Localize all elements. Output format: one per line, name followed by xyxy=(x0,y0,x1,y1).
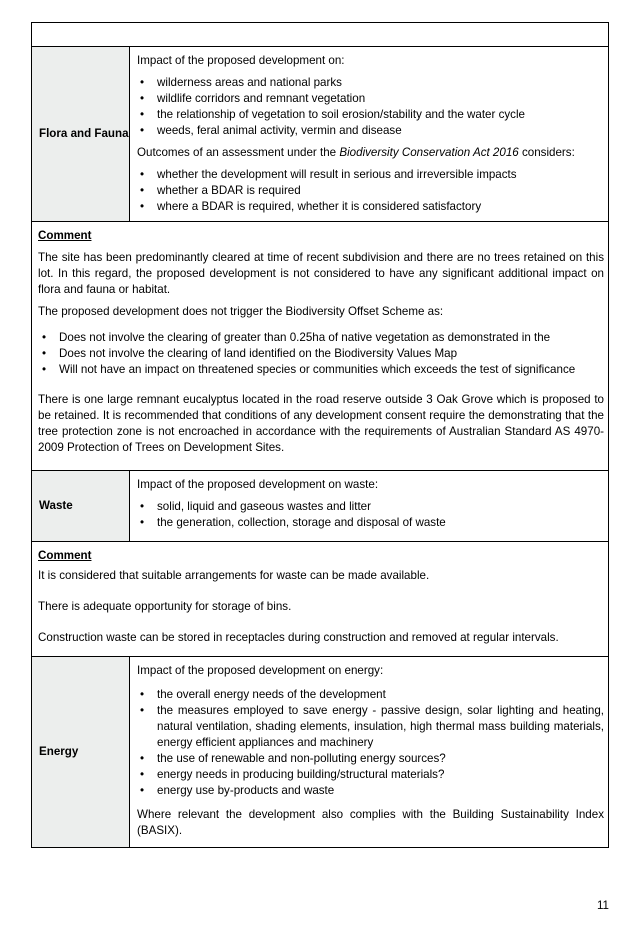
list-item: • the measures employed to save energy - passive design, solar lighting and heating, natural ventilation, shading elements, insulation, high thermal mass building materials, energy efficient appliances and machinery xyxy=(157,703,604,751)
waste-label: Waste xyxy=(32,471,130,541)
energy-row xyxy=(32,657,608,847)
list-item: • wilderness areas and national parks xyxy=(157,75,604,91)
comment-paragraph: Construction waste can be stored in receptacles during construction and removed at regular intervals. xyxy=(38,631,559,644)
energy-intro: Impact of the proposed development on energy: xyxy=(137,664,384,677)
waste-comment xyxy=(32,542,563,656)
assessment-table xyxy=(31,22,609,848)
list-item: • energy needs in producing building/structural materials? xyxy=(157,767,604,783)
comment-paragraph: There is one large remnant eucalyptus located in the road reserve outside 3 Oak Grove which is proposed to be retained. It is recommended that conditions of any development consent require the demonstrating that the tree protection zone is not encroached in accordance with the requirements of Australian Standard AS 4970-2009 Protection of Trees on Development Sites. xyxy=(38,393,604,454)
energy-criteria xyxy=(130,657,608,847)
flora-bullets xyxy=(137,75,604,139)
list-item: • the generation, collection, storage and disposal of waste xyxy=(157,515,604,531)
list-item: • the use of renewable and non-polluting energy sources? xyxy=(157,751,604,767)
list-item: • energy use by-products and waste xyxy=(157,783,604,799)
list-item: • Does not involve the clearing of land identified on the Biodiversity Values Map xyxy=(59,346,604,362)
comment-heading: Comment xyxy=(38,229,92,242)
flora-outcome xyxy=(137,145,604,161)
comment-paragraph: It is considered that suitable arrangements for waste can be made available. xyxy=(38,569,430,582)
list-item: • Will not have an impact on threatened species or communities which exceeds the test of significance xyxy=(59,362,604,378)
outcome-suffix: considers: xyxy=(518,146,575,159)
flora-intro: Impact of the proposed development on: xyxy=(137,54,345,67)
table-header-row xyxy=(32,23,608,47)
flora-label: Flora and Fauna xyxy=(32,47,130,221)
flora-criteria xyxy=(130,47,608,221)
comment-heading: Comment xyxy=(38,549,92,562)
list-item: • the overall energy needs of the development xyxy=(157,687,604,703)
waste-bullets xyxy=(137,499,604,531)
comment-paragraph: The proposed development does not trigger the Biodiversity Offset Scheme as: xyxy=(38,305,444,318)
waste-comment-row xyxy=(32,542,608,657)
list-item: • whether a BDAR is required xyxy=(157,183,604,199)
list-item: • solid, liquid and gaseous wastes and litter xyxy=(157,499,604,515)
list-item: • Does not involve the clearing of greater than 0.25ha of native vegetation as demonstrated in the xyxy=(59,330,604,346)
list-item: • where a BDAR is required, whether it is considered satisfactory xyxy=(157,199,604,215)
comment-paragraph: There is adequate opportunity for storage of bins. xyxy=(38,600,292,613)
comment-paragraph: The site has been predominantly cleared at time of recent subdivision and there are no trees retained on this lot. In this regard, the proposed development is not considered to have any significant additional impact on flora and fauna or habitat. xyxy=(38,251,604,296)
list-item: • wildlife corridors and remnant vegetation xyxy=(157,91,604,107)
flora-comment-row xyxy=(32,222,608,471)
energy-bullets xyxy=(137,687,604,799)
list-item: • weeds, feral animal activity, vermin and disease xyxy=(157,123,604,139)
outcome-prefix: Outcomes of an assessment under the xyxy=(137,146,340,159)
energy-closing: Where relevant the development also complies with the Building Sustainability Index (BASIX). xyxy=(137,808,604,837)
page-number: 11 xyxy=(596,899,609,912)
list-item: • the relationship of vegetation to soil erosion/stability and the water cycle xyxy=(157,107,604,123)
flora-outcome-bullets xyxy=(137,167,604,215)
waste-criteria xyxy=(130,471,608,541)
flora-comment-bullets xyxy=(38,330,604,378)
flora-comment xyxy=(32,222,608,470)
energy-label: Energy xyxy=(32,657,130,847)
list-item: • whether the development will result in serious and irreversible impacts xyxy=(157,167,604,183)
flora-row xyxy=(32,47,608,222)
waste-intro: Impact of the proposed development on waste: xyxy=(137,478,379,491)
waste-row xyxy=(32,471,608,542)
outcome-act: Biodiversity Conservation Act 2016 xyxy=(339,146,519,159)
